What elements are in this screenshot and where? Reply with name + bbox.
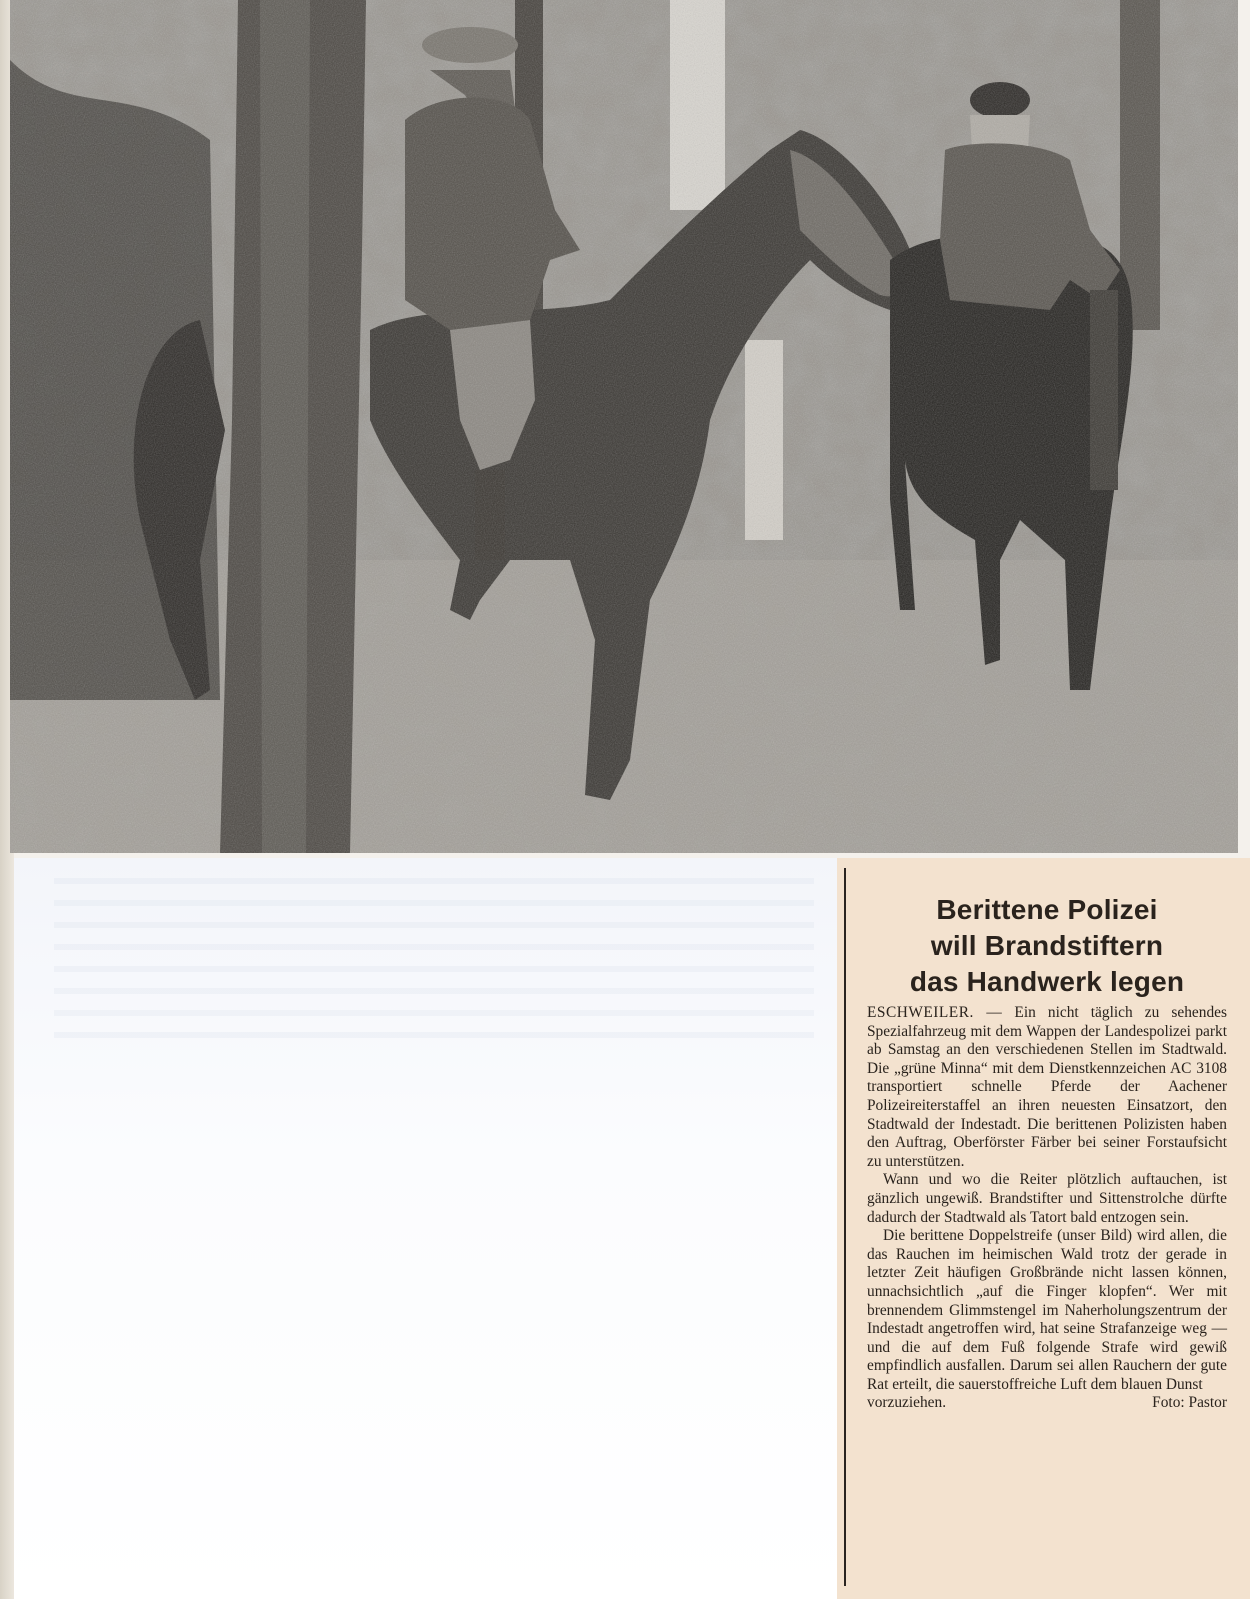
article-paragraph-1 (867, 1004, 1227, 1171)
photo-credit: Foto: Pastor (1152, 1394, 1227, 1412)
headline-line-1: Berittene Polizei (936, 894, 1158, 925)
last-line-text: vorzuziehen. (867, 1394, 947, 1412)
blank-paper-area (14, 858, 837, 1599)
headline-line-3: das Handwerk legen (909, 966, 1185, 997)
dateline: ESCHWEILER. — (867, 1004, 1003, 1021)
article-paragraph-2: Wann und wo die Reiter plötzlich auftauchen, ist gänzlich ungewiß. Brandstifter und Sittenstrolche dürfte dadurch der Stadtwald als Tatort bald entzogen sein. (867, 1171, 1227, 1226)
article-body (867, 1004, 1227, 1413)
column-rule (844, 868, 846, 1586)
article-headline (867, 892, 1227, 1000)
article-content (867, 892, 1227, 1413)
article-paragraph-3: Die berittene Doppelstreife (unser Bild) wird allen, die das Rauchen im heimischen Wald trotz der gerade in letzter Zeit häufigen Großbrände nicht lassen können, unnachsichtlich „auf die Finger klopfen“. Wer mit brennendem Glimmstengel im Naherholungszentrum der Indestadt angetroffen wird, hat seine Strafanzeige weg — und die auf dem Fuß folgende Strafe wird gewiß empfindlich ausfallen. Darum sei allen Rauchern der gute Rat erteilt, die sauerstoffreiche Luft dem blauen Dunst (867, 1227, 1227, 1393)
paragraph-1-text: Ein nicht täglich zu sehendes Spezialfahrzeug mit dem Wappen der Landespolizei parkt ab Samstag an den verschiedenen Stellen im Stadtwald. Die „grüne Minna“ mit dem Dienstkennzeichen AC 3108 transportiert schnelle Pferde der Aachener Polizeireiterstaffel an ihren neuesten Einsatzort, den Stadtwald der Indestadt. Die berittenen Polizisten haben den Auftrag, Oberförster Färber bei seiner Forstaufsicht zu unterstützen. (867, 1004, 1227, 1170)
closing-line (867, 1394, 1227, 1413)
newspaper-photo-mounted-police (10, 0, 1238, 853)
headline-line-2: will Brandstiftern (930, 930, 1164, 961)
article-clipping (837, 858, 1250, 1599)
bleed-through-ghost (54, 878, 814, 1038)
